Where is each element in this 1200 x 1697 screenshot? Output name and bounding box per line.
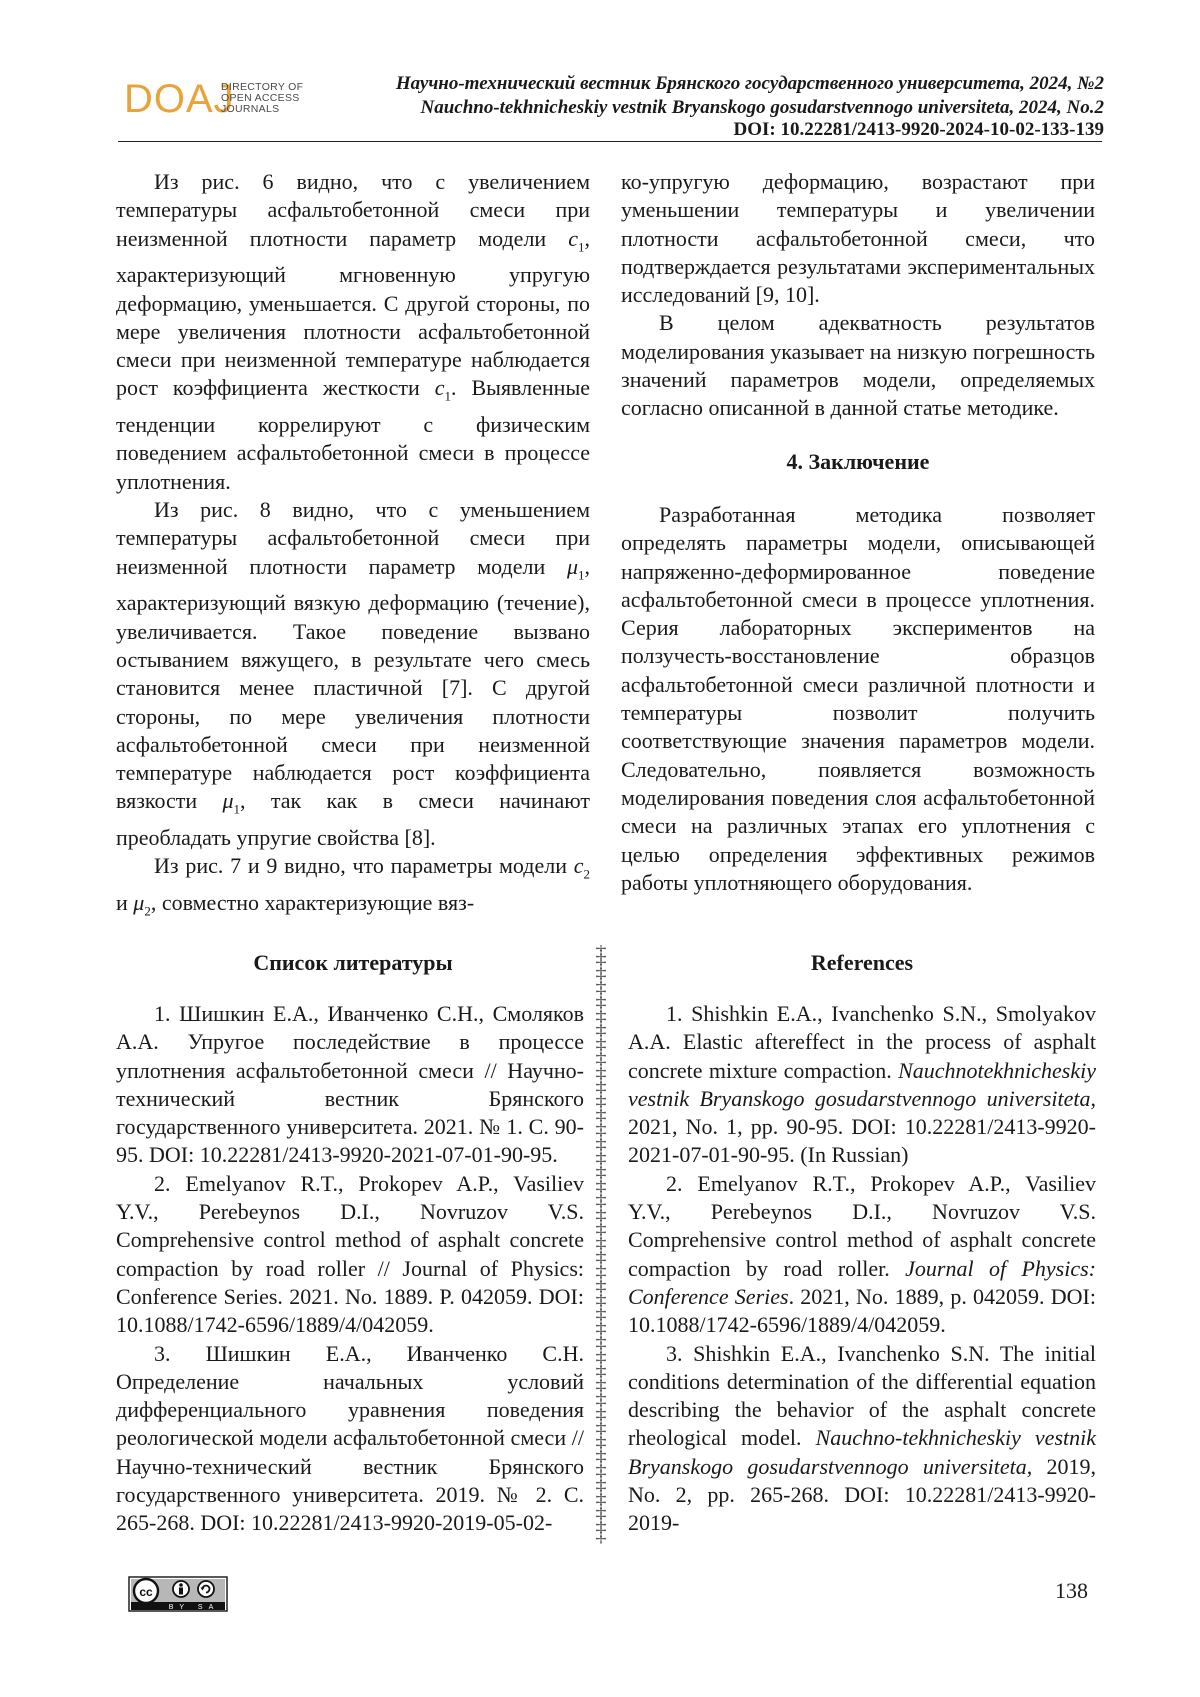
- math-symbol: $\mu_1$: [566, 553, 585, 583]
- doaj-logo-word: DOAJ: [124, 77, 235, 121]
- body-paragraph: Из рис. 8 видно, что с уменьшением температуры асфальтобетонной смеси при неизменной плотности параметр модели $\mu_1$, характеризующий вязкую деформацию (течение), увеличивается. Такое поведение вызвано остыванием вяжущего, в результате чего смесь становится менее пластичной [7]. С другой стороны, по мере увеличения плотности асфальтобетонной смеси при неизменной температуре наблюдается рост коэффициента вязкости $\mu_1$, так как в смеси начинают преобладать упругие свойства [8].: [116, 497, 590, 851]
- cc-by-sa-badge: [128, 1576, 228, 1612]
- column-divider: ‡ ‡ ‡ ‡ ‡ ‡ ‡ ‡ ‡ ‡ ‡ ‡ ‡ ‡ ‡ ‡ ‡ ‡ ‡ ‡ ‡ ‡ ‡ ‡ ‡ ‡ ‡ ‡ ‡ ‡ ‡ ‡ ‡ ‡ ‡ ‡ ‡ ‡ ‡ ‡ ‡ ‡: [595, 945, 607, 1545]
- math-symbol: $\mu_2$: [133, 890, 151, 919]
- body-column-right: [621, 168, 1095, 897]
- reference-item: 2. Emelyanov R.T., Prokopev A.P., Vasiliev Y.V., Perebeynos D.I., Novruzov V.S. Comprehensive control method of asphalt concrete compaction by road roller // Journal of Physics: Conference Series. 2021. No. 1889. P. 042059. DOI: 10.1088/1742-6596/1889/4/042059.: [116, 1170, 584, 1338]
- math-symbol: $c_1$: [434, 375, 452, 404]
- journal-title-ru: Научно-технический вестник Брянского государственного университета, 2024, №2: [395, 73, 1104, 94]
- references-ru: [116, 1000, 584, 1538]
- reference-item: 3. Шишкин Е.А., Иванченко С.Н. Определение начальных условий дифференциального уравнения поведения реологической модели асфальтобетонной смеси // Научно-технический вестник Брянского государственного университета. 2019. № 2. С. 265-268. DOI: 10.22281/2413-9920-2019-05-02-: [116, 1340, 584, 1536]
- journal-title-en: Nauchno-tekhnicheskiy vestnik Bryanskogo gosudarstvennogo universiteta, 2024, No.2: [420, 97, 1104, 118]
- math-symbol: $c_1$: [568, 225, 585, 254]
- page-number: 138: [1055, 1578, 1088, 1603]
- math-symbol: $c_2$: [573, 853, 590, 882]
- math-symbol: $\mu_1$: [222, 788, 241, 817]
- header-divider: [118, 141, 1102, 142]
- reference-item: 1. Шишкин Е.А., Иванченко С.Н., Смоляков А.А. Упругое последействие в процессе уплотнения асфальтобетонной смеси // Научно-технический вестник Брянского государственного университета. 2021. № 1. С. 90-95. DOI: 10.22281/2413-9920-2021-07-01-90-95.: [116, 1001, 584, 1168]
- references-en-heading: References: [810, 950, 914, 975]
- body-paragraph: Из рис. 6 видно, что с увеличением температуры асфальтобетонной смеси при неизменной плотности параметр модели $c_1$, характеризующий мгновенную упругую деформацию, уменьшается. С другой стороны, по мере увеличения плотности асфальтобетонной смеси при неизменной температуре наблюдается рост коэффициента жесткости $c_1$. Выявленные тенденции коррелируют с физическим поведением асфальтобетонной смеси в процессе уплотнения.: [116, 169, 590, 494]
- body-paragraph: В целом адекватность результатов моделирования указывает на низкую погрешность значений параметров модели, определяемых согласно описанной в данной статье методике.: [621, 310, 1095, 421]
- reference-item: 3. Shishkin E.A., Ivanchenko S.N. The initial conditions determination of the differential equation describing the behavior of the asphalt concrete rheological model. Nauchno-tekhnicheskiy vestnik Bryanskogo gosudarstvennogo universiteta, 2019, No. 2, pp. 265-268. DOI: 10.22281/2413-9920-2019-: [628, 1340, 1096, 1536]
- license-label: BY SA: [168, 1604, 220, 1611]
- body-column-left: [116, 168, 590, 926]
- body-paragraph: Разработанная методика позволяет определять параметры модели, описывающей напряженно-деформированное поведение асфальтобетонной смеси в процессе уплотнения. Серия лабораторных экспериментов на ползучесть-восстановление образцов асфальтобетонной смеси различной плотности и температуры позволит получить соответствующие значения параметров модели. Следовательно, появляется возможность моделирования поведения слоя асфальтобетонной смеси на различных этапах его уплотнения с целью определения эффективных режимов работы уплотняющего оборудования.: [621, 501, 1095, 895]
- body-paragraph: ко-упругую деформацию, возрастают при уменьшении температуры и увеличении плотности асфальтобетонной смеси, что подтверждается результатами экспериментальных исследований [9, 10].: [621, 169, 1095, 308]
- references-ru-heading: Список литературы: [253, 950, 453, 975]
- body-paragraph: Из рис. 7 и 9 видно, что параметры модели $c_2$ и $\mu_2$, совместно характеризующие вяз-: [116, 853, 590, 919]
- article-doi: DOI: 10.22281/2413-9920-2024-10-02-133-139: [733, 119, 1104, 140]
- reference-item: 1. Shishkin E.A., Ivanchenko S.N., Smolyakov A.A. Elastic aftereffect in the process of asphalt concrete mixture compaction. Nauchnotekhnicheskiy vestnik Bryanskogo gosudarstvennogo universiteta, 2021, No. 1, pp. 90-95. DOI: 10.22281/2413-9920-2021-07-01-90-95. (In Russian): [628, 1001, 1096, 1168]
- reference-item: 2. Emelyanov R.T., Prokopev A.P., Vasiliev Y.V., Perebeynos D.I., Novruzov V.S. Comprehensive control method of asphalt concrete compaction by road roller. Journal of Physics: Conference Series. 2021, No. 1889, p. 042059. DOI: 10.1088/1742-6596/1889/4/042059.: [628, 1170, 1096, 1338]
- section-heading: 4. Заключение: [786, 448, 930, 474]
- doaj-logo-caption: DIRECTORY OF OPEN ACCESS JOURNALS: [221, 81, 304, 115]
- references-en: [628, 1000, 1096, 1538]
- doaj-logo: [124, 78, 304, 120]
- svg-text:cc: cc: [139, 1585, 153, 1599]
